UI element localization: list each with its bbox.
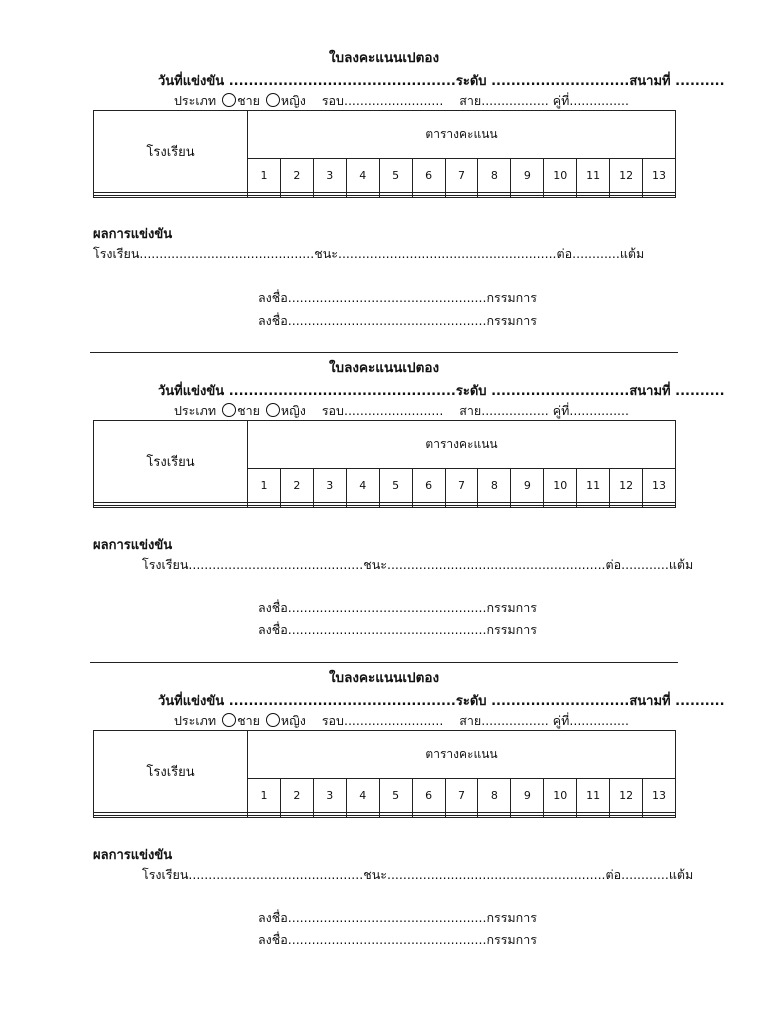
score-field[interactable]: ............ (621, 557, 669, 572)
versus-label: ต่อ (605, 557, 622, 572)
school-field[interactable]: ............................................ (188, 557, 364, 572)
score-cell[interactable] (445, 195, 478, 197)
winner-field[interactable]: ....................................................... (386, 557, 606, 572)
line-label: สาย (459, 713, 482, 728)
female-radio[interactable] (266, 403, 280, 417)
sheet-title: ใบลงคะแนนเปตอง (328, 50, 440, 66)
score-column-number: 12 (610, 779, 643, 813)
signature-line (258, 620, 537, 640)
score-cell[interactable] (248, 815, 281, 817)
committee-label: กรรมการ (486, 313, 537, 328)
points-label: แต้ม (619, 246, 645, 261)
signature-field[interactable]: .................................................. (287, 910, 487, 925)
score-column-number: 10 (544, 469, 577, 503)
sheet-title: ใบลงคะแนนเปตอง (328, 360, 440, 376)
round-field[interactable]: ......................... (343, 93, 444, 108)
result-line (142, 865, 693, 885)
table-row (94, 815, 676, 817)
result-heading: ผลการแข่งขัน (93, 227, 173, 242)
school-cell[interactable] (94, 195, 248, 197)
score-cell[interactable] (379, 815, 412, 817)
result-line (93, 244, 644, 264)
signature-field[interactable]: .................................................. (287, 313, 487, 328)
male-label: ชาย (237, 403, 260, 418)
score-column-number: 8 (478, 779, 511, 813)
level-field[interactable]: ............................ (491, 694, 630, 709)
type-label: ประเภท (174, 713, 217, 728)
signature-line (258, 598, 537, 618)
score-cell[interactable] (313, 505, 346, 507)
committee-label: กรรมการ (486, 910, 537, 925)
male-label: ชาย (237, 93, 260, 108)
school-field[interactable]: ............................................ (188, 867, 364, 882)
date-field[interactable]: .............................................. (228, 694, 456, 709)
sheet-divider (90, 352, 678, 353)
score-cell[interactable] (379, 195, 412, 197)
field-label: สนามที่ (629, 384, 671, 399)
score-table-header: ตารางคะแนน (248, 111, 676, 159)
score-column-number: 7 (445, 159, 478, 193)
points-label: แต้ม (668, 557, 694, 572)
school-cell[interactable] (94, 815, 248, 817)
winner-field[interactable]: ....................................................... (337, 246, 557, 261)
school-column-header: โรงเรียน (94, 111, 248, 193)
result-line (142, 555, 693, 575)
score-column-number: 2 (280, 469, 313, 503)
score-cell[interactable] (478, 815, 511, 817)
score-column-number: 13 (643, 469, 676, 503)
versus-label: ต่อ (556, 246, 573, 261)
score-cell[interactable] (577, 195, 610, 197)
pair-label: คู่ที่ (552, 93, 570, 108)
line-label: สาย (459, 403, 482, 418)
female-radio[interactable] (266, 93, 280, 107)
result-heading: ผลการแข่งขัน (93, 538, 173, 553)
round-field[interactable]: ......................... (343, 713, 444, 728)
school-field[interactable]: ............................................ (139, 246, 315, 261)
round-label: รอบ (321, 93, 344, 108)
score-cell[interactable] (544, 815, 577, 817)
versus-label: ต่อ (605, 867, 622, 882)
score-cell[interactable] (412, 195, 445, 197)
category-line (174, 401, 629, 421)
female-label: หญิง (280, 713, 306, 728)
round-field[interactable]: ......................... (343, 403, 444, 418)
match-info-line (158, 70, 725, 91)
signature-field[interactable]: .................................................. (287, 600, 487, 615)
score-cell[interactable] (280, 505, 313, 507)
female-label: หญิง (280, 403, 306, 418)
score-table-header: ตารางคะแนน (248, 421, 676, 469)
committee-label: กรรมการ (486, 290, 537, 305)
score-column-number: 6 (412, 159, 445, 193)
score-table-header: ตารางคะแนน (248, 731, 676, 779)
score-column-number: 1 (248, 779, 281, 813)
score-column-number: 11 (577, 159, 610, 193)
male-radio[interactable] (222, 403, 236, 417)
score-cell[interactable] (544, 505, 577, 507)
male-radio[interactable] (222, 93, 236, 107)
signature-line (258, 930, 537, 950)
score-cell[interactable] (313, 195, 346, 197)
score-cell[interactable] (577, 505, 610, 507)
female-radio[interactable] (266, 713, 280, 727)
score-field[interactable]: ............ (572, 246, 620, 261)
score-cell[interactable] (544, 195, 577, 197)
score-cell[interactable] (610, 505, 643, 507)
level-label: ระดับ (455, 694, 487, 709)
date-field[interactable]: .............................................. (228, 384, 456, 399)
score-cell[interactable] (511, 195, 544, 197)
score-cell[interactable] (478, 195, 511, 197)
field-number-field[interactable]: .......... (675, 384, 725, 399)
sign-label: ลงชื่อ (258, 600, 288, 615)
female-label: หญิง (280, 93, 306, 108)
points-label: แต้ม (668, 867, 694, 882)
score-column-number: 3 (313, 159, 346, 193)
score-column-number: 1 (248, 159, 281, 193)
score-cell[interactable] (511, 815, 544, 817)
match-info-line (158, 690, 725, 711)
round-label: รอบ (321, 403, 344, 418)
win-label: ชนะ (363, 557, 387, 572)
level-field[interactable]: ............................ (491, 74, 630, 89)
score-column-number: 13 (643, 779, 676, 813)
score-cell[interactable] (478, 505, 511, 507)
pair-field[interactable]: ............... (569, 93, 629, 108)
score-column-number: 13 (643, 159, 676, 193)
score-column-number: 1 (248, 469, 281, 503)
score-column-number: 11 (577, 779, 610, 813)
score-column-number: 8 (478, 159, 511, 193)
level-label: ระดับ (455, 384, 487, 399)
score-column-number: 6 (412, 779, 445, 813)
level-field[interactable]: ............................ (491, 384, 630, 399)
male-label: ชาย (237, 713, 260, 728)
score-column-number: 5 (379, 159, 412, 193)
field-label: สนามที่ (629, 694, 671, 709)
date-label: วันที่แข่งขัน (158, 74, 225, 89)
sheet-divider (90, 662, 678, 663)
category-line (174, 91, 629, 111)
score-column-number: 7 (445, 469, 478, 503)
signature-field[interactable]: .................................................. (287, 290, 487, 305)
committee-label: กรรมการ (486, 622, 537, 637)
score-cell[interactable] (313, 815, 346, 817)
table-row (94, 505, 676, 507)
score-column-number: 9 (511, 779, 544, 813)
score-column-number: 12 (610, 159, 643, 193)
committee-label: กรรมการ (486, 932, 537, 947)
score-table (93, 420, 676, 508)
line-field[interactable]: ................. (481, 403, 549, 418)
score-column-number: 5 (379, 469, 412, 503)
score-cell[interactable] (346, 505, 379, 507)
score-column-number: 9 (511, 469, 544, 503)
type-label: ประเภท (174, 93, 217, 108)
pair-field[interactable]: ............... (569, 713, 629, 728)
score-cell[interactable] (610, 815, 643, 817)
signature-line (258, 908, 537, 928)
score-cell[interactable] (280, 815, 313, 817)
score-column-number: 10 (544, 779, 577, 813)
date-label: วันที่แข่งขัน (158, 384, 225, 399)
school-label: โรงเรียน (142, 867, 189, 882)
score-column-number: 7 (445, 779, 478, 813)
score-cell[interactable] (643, 195, 676, 197)
score-cell[interactable] (346, 195, 379, 197)
score-table (93, 730, 676, 818)
committee-label: กรรมการ (486, 600, 537, 615)
score-column-number: 4 (346, 159, 379, 193)
score-cell[interactable] (346, 815, 379, 817)
score-cell[interactable] (412, 815, 445, 817)
score-column-number: 11 (577, 469, 610, 503)
score-cell[interactable] (379, 505, 412, 507)
score-column-number: 3 (313, 469, 346, 503)
category-line (174, 711, 629, 731)
date-label: วันที่แข่งขัน (158, 694, 225, 709)
level-label: ระดับ (455, 74, 487, 89)
field-label: สนามที่ (629, 74, 671, 89)
pair-field[interactable]: ............... (569, 403, 629, 418)
score-cell[interactable] (445, 815, 478, 817)
score-cell[interactable] (445, 505, 478, 507)
sheet-title: ใบลงคะแนนเปตอง (328, 670, 440, 686)
line-label: สาย (459, 93, 482, 108)
score-field[interactable]: ............ (621, 867, 669, 882)
win-label: ชนะ (314, 246, 338, 261)
score-cell[interactable] (643, 505, 676, 507)
score-cell[interactable] (248, 195, 281, 197)
score-column-number: 4 (346, 469, 379, 503)
male-radio[interactable] (222, 713, 236, 727)
field-number-field[interactable]: .......... (675, 694, 725, 709)
score-column-number: 10 (544, 159, 577, 193)
sign-label: ลงชื่อ (258, 932, 288, 947)
winner-field[interactable]: ....................................................... (386, 867, 606, 882)
score-cell[interactable] (280, 195, 313, 197)
score-cell[interactable] (412, 505, 445, 507)
sign-label: ลงชื่อ (258, 910, 288, 925)
score-cell[interactable] (511, 505, 544, 507)
score-cell[interactable] (643, 815, 676, 817)
school-column-header: โรงเรียน (94, 421, 248, 503)
line-field[interactable]: ................. (481, 713, 549, 728)
signature-line (258, 311, 537, 331)
match-info-line (158, 380, 725, 401)
score-cell[interactable] (577, 815, 610, 817)
score-column-number: 12 (610, 469, 643, 503)
pair-label: คู่ที่ (552, 713, 570, 728)
pair-label: คู่ที่ (552, 403, 570, 418)
school-cell[interactable] (94, 505, 248, 507)
sign-label: ลงชื่อ (258, 313, 288, 328)
result-heading: ผลการแข่งขัน (93, 848, 173, 863)
score-column-number: 9 (511, 159, 544, 193)
date-field[interactable]: .............................................. (228, 74, 456, 89)
score-column-number: 3 (313, 779, 346, 813)
score-column-number: 8 (478, 469, 511, 503)
score-column-number: 5 (379, 779, 412, 813)
score-column-number: 2 (280, 779, 313, 813)
sign-label: ลงชื่อ (258, 290, 288, 305)
signature-line (258, 288, 537, 308)
school-label: โรงเรียน (93, 246, 140, 261)
type-label: ประเภท (174, 403, 217, 418)
win-label: ชนะ (363, 867, 387, 882)
sign-label: ลงชื่อ (258, 622, 288, 637)
line-field[interactable]: ................. (481, 93, 549, 108)
score-table (93, 110, 676, 198)
table-row (94, 195, 676, 197)
score-column-number: 6 (412, 469, 445, 503)
school-label: โรงเรียน (142, 557, 189, 572)
score-column-number: 4 (346, 779, 379, 813)
signature-field[interactable]: .................................................. (287, 622, 487, 637)
score-cell[interactable] (248, 505, 281, 507)
score-cell[interactable] (610, 195, 643, 197)
field-number-field[interactable]: .......... (675, 74, 725, 89)
score-column-number: 2 (280, 159, 313, 193)
signature-field[interactable]: .................................................. (287, 932, 487, 947)
school-column-header: โรงเรียน (94, 731, 248, 813)
round-label: รอบ (321, 713, 344, 728)
